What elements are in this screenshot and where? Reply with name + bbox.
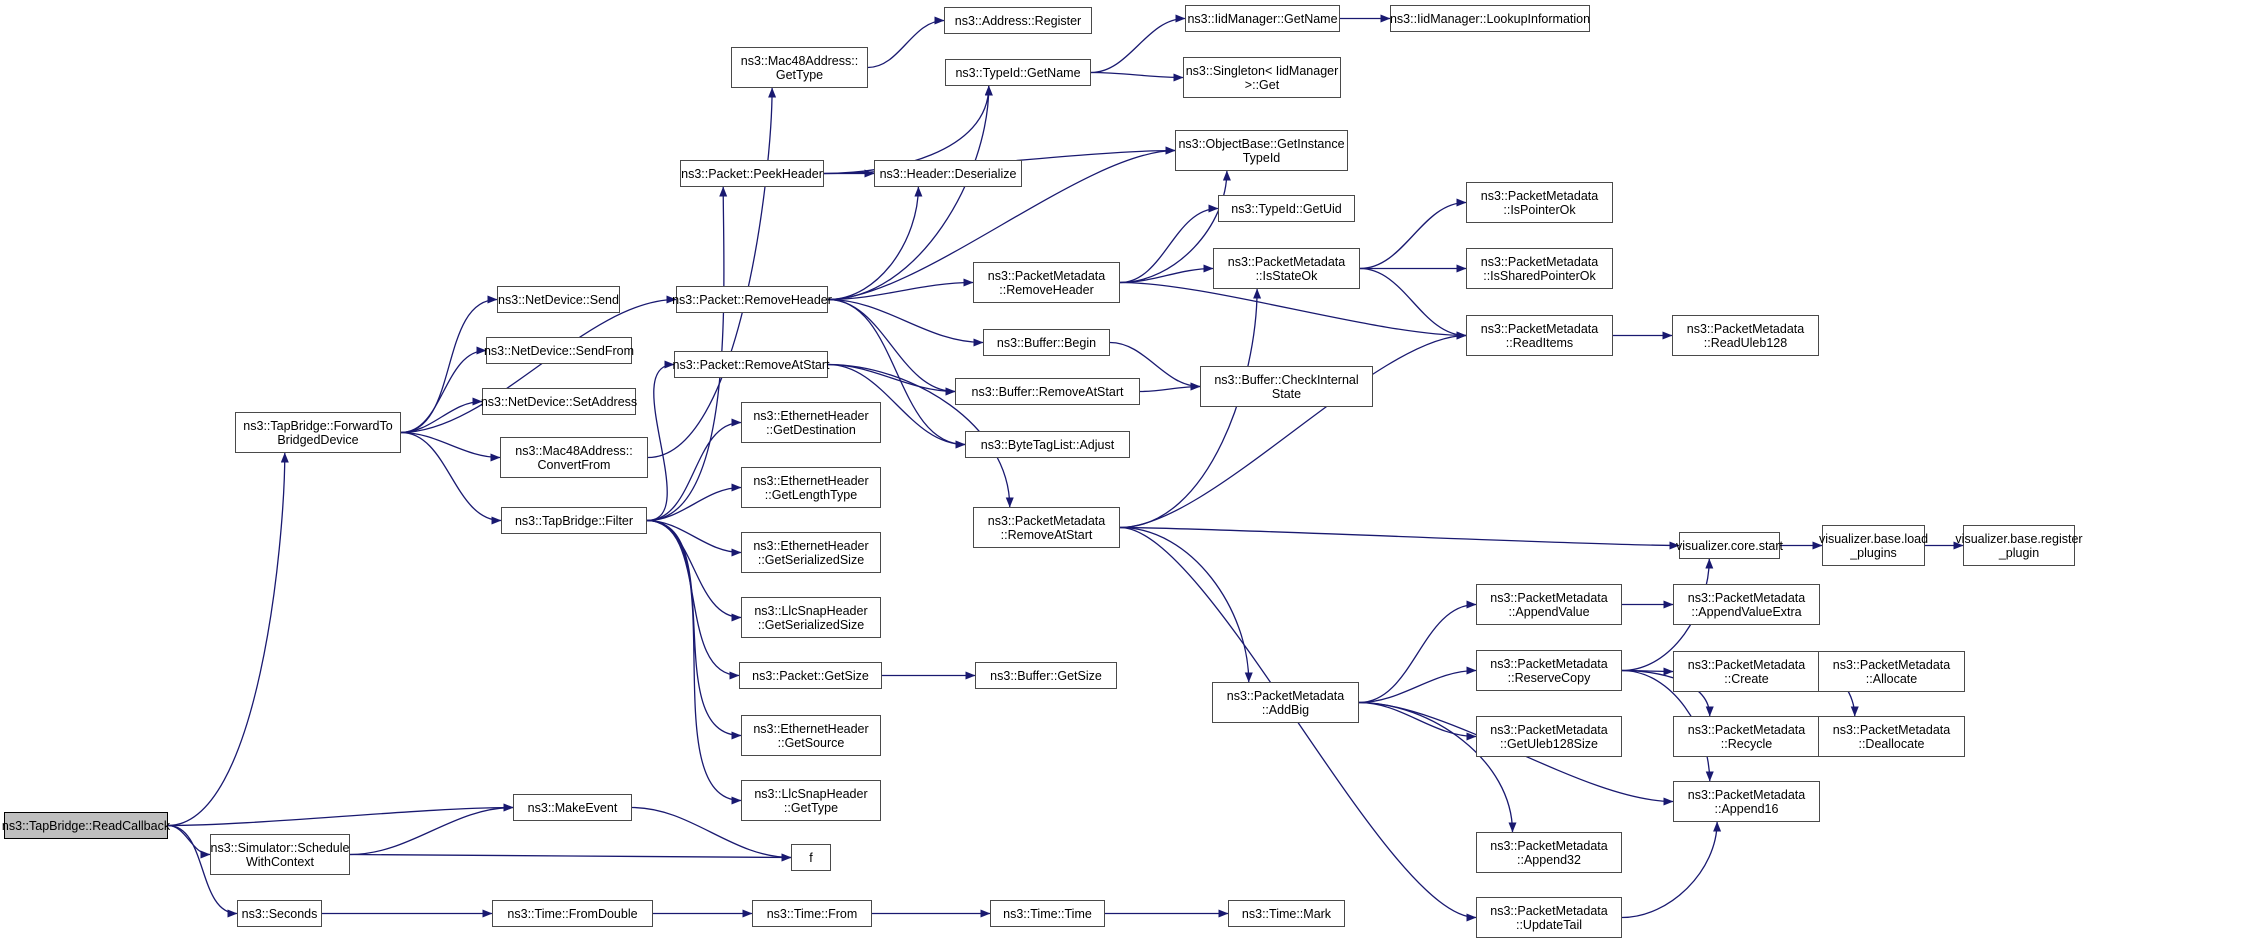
node-getinstance[interactable] <box>1175 130 1348 171</box>
edge-pmremoveheader-to-getuid <box>1120 209 1218 283</box>
edge-pmremoveatstart-to-vizstart <box>1120 528 1679 546</box>
node-setaddress[interactable] <box>482 388 636 415</box>
edge-gettypeidname-to-singleton <box>1091 73 1183 78</box>
node-append16[interactable] <box>1673 781 1820 822</box>
node-label: ::Append32 <box>1517 852 1581 867</box>
node-send[interactable] <box>497 286 620 313</box>
edge-readcallback-to-makeevent <box>168 808 513 826</box>
node-adjust[interactable] <box>965 431 1130 458</box>
node-ethdest[interactable] <box>741 402 881 443</box>
node-label: ::GetDestination <box>766 422 856 437</box>
node-reservecopy[interactable] <box>1476 650 1622 691</box>
node-buffergetsize[interactable] <box>975 662 1117 689</box>
node-readuleb[interactable] <box>1672 315 1819 356</box>
node-label: ns3::NetDevice::Send <box>498 292 619 307</box>
node-appendvalue[interactable] <box>1476 584 1622 625</box>
node-label: ns3::PacketMetadata <box>1832 657 1951 672</box>
node-label: visualizer.base.register <box>1955 531 2083 546</box>
node-label: ::Append16 <box>1714 801 1779 816</box>
node-label: ns3::Packet::RemoveHeader <box>672 292 832 307</box>
node-label: ns3::Packet::RemoveAtStart <box>672 357 830 372</box>
node-lookupinfo[interactable] <box>1390 5 1590 32</box>
node-label: ns3::PacketMetadata <box>1226 688 1345 703</box>
node-begin[interactable] <box>983 329 1110 356</box>
node-label: ::Recycle <box>1720 736 1773 751</box>
node-label: ns3::PacketMetadata <box>987 268 1106 283</box>
node-label: ns3::PacketMetadata <box>1832 722 1951 737</box>
node-label: ns3::Time::FromDouble <box>507 906 638 921</box>
node-ispointerok[interactable] <box>1466 182 1613 223</box>
node-label: ::IsSharedPointerOk <box>1483 268 1596 283</box>
node-label: ns3::PacketMetadata <box>1480 188 1599 203</box>
node-label: ns3::PacketMetadata <box>1687 787 1806 802</box>
node-label: ns3::PacketMetadata <box>1490 590 1608 605</box>
node-label: ::ReserveCopy <box>1507 670 1591 685</box>
edge-isstateok-to-ispointerok <box>1360 203 1466 269</box>
node-timetime[interactable] <box>990 900 1105 927</box>
node-label: ns3::Header::Deserialize <box>879 166 1017 181</box>
edge-addbig-to-appendvalue <box>1359 605 1476 703</box>
node-label: _plugin <box>1998 545 2040 560</box>
node-label: ns3::TypeId::GetName <box>955 65 1081 80</box>
node-label: ::GetUleb128Size <box>1500 736 1598 751</box>
node-label: >::Get <box>1244 77 1280 92</box>
node-label: ns3::PacketMetadata <box>1686 321 1805 336</box>
node-label: ns3::Buffer::GetSize <box>990 668 1102 683</box>
node-llcser[interactable] <box>741 597 881 638</box>
node-label: State <box>1271 386 1302 401</box>
node-label: ::Create <box>1724 671 1769 686</box>
node-f[interactable] <box>791 844 831 871</box>
node-label: ns3::IidManager::LookupInformation <box>1389 11 1591 26</box>
node-label: ::AddBig <box>1261 702 1310 717</box>
node-readcallback <box>1 812 171 839</box>
node-label: f <box>809 850 813 865</box>
node-pmremoveheader[interactable] <box>973 262 1120 303</box>
edge-addbig-to-reservecopy <box>1359 671 1476 703</box>
node-label: ::GetSerializedSize <box>757 617 865 632</box>
node-label: visualizer.base.load <box>1818 531 1929 546</box>
node-label: ns3::MakeEvent <box>527 800 618 815</box>
node-label: ns3::TapBridge::Filter <box>514 513 634 528</box>
node-recycle[interactable] <box>1673 716 1820 757</box>
node-label: ::GetLengthType <box>764 487 858 502</box>
node-label: ConvertFrom <box>537 457 611 472</box>
edge-pmremoveheader-to-getinstance <box>1120 171 1227 283</box>
node-label: ::AppendValue <box>1508 604 1590 619</box>
node-convertfrom[interactable] <box>500 437 648 478</box>
node-allocate[interactable] <box>1818 651 1965 692</box>
node-label: ns3::LlcSnapHeader <box>754 786 868 801</box>
node-label: ns3::EthernetHeader <box>753 721 869 736</box>
edge-readcallback-to-forwardto <box>168 453 285 826</box>
node-filter[interactable] <box>501 507 647 534</box>
node-label: ns3::Simulator::Schedule <box>210 840 350 855</box>
node-label: ns3::Time::From <box>766 906 858 921</box>
node-label: ::AppendValueExtra <box>1691 604 1802 619</box>
node-deserialize[interactable] <box>874 160 1022 187</box>
edge-addbig-to-getuleb128size <box>1359 703 1476 737</box>
node-addbig[interactable] <box>1212 682 1359 723</box>
node-label: ns3::Seconds <box>241 906 318 921</box>
node-vizstart[interactable] <box>1676 532 1783 559</box>
node-isstateok[interactable] <box>1213 248 1360 289</box>
node-deallocate[interactable] <box>1818 716 1965 757</box>
edge-forwardto-to-setaddress <box>401 402 482 433</box>
node-label: ns3::PacketMetadata <box>1490 838 1608 853</box>
edge-filter-to-ethsrc <box>647 521 741 736</box>
node-getuleb128size[interactable] <box>1476 716 1622 757</box>
node-gettypeidname[interactable] <box>945 59 1091 86</box>
edge-updatetail-to-append16 <box>1622 822 1717 918</box>
edge-removeheader-to-deserialize <box>828 187 918 300</box>
node-timemark[interactable] <box>1228 900 1345 927</box>
node-ethlen[interactable] <box>741 467 881 508</box>
node-makeevent[interactable] <box>513 794 632 821</box>
edge-filter-to-ethdest <box>647 423 741 521</box>
node-forwardto[interactable] <box>235 412 401 453</box>
node-append32[interactable] <box>1476 832 1622 873</box>
node-label: WithContext <box>245 854 315 869</box>
node-appendvalueextra[interactable] <box>1673 584 1820 625</box>
node-ethser[interactable] <box>741 532 881 573</box>
node-label: ::IsStateOk <box>1255 268 1318 283</box>
node-updatetail[interactable] <box>1476 897 1622 938</box>
node-label: ::ReadUleb128 <box>1703 335 1788 350</box>
edge-schedulewithcontext-to-f <box>350 855 791 858</box>
node-label: ns3::PacketMetadata <box>1490 903 1608 918</box>
node-label: ns3::PacketMetadata <box>1227 254 1346 269</box>
node-label: ns3::PacketMetadata <box>1687 657 1806 672</box>
node-vizload[interactable] <box>1818 525 1929 566</box>
node-label: ns3::LlcSnapHeader <box>754 603 868 618</box>
edge-pmremoveatstart-to-isstateok <box>1120 289 1257 528</box>
node-iidgetname[interactable] <box>1185 5 1340 32</box>
edge-pmremoveatstart-to-addbig <box>1120 528 1249 683</box>
node-label: ns3::Mac48Address:: <box>740 53 859 68</box>
node-label: ::RemoveAtStart <box>1000 527 1093 542</box>
edge-filter-to-ethser <box>647 521 741 553</box>
node-label: ns3::PacketMetadata <box>1480 321 1599 336</box>
node-timefrom[interactable] <box>752 900 872 927</box>
node-label: ns3::EthernetHeader <box>753 538 869 553</box>
node-label: ::Allocate <box>1865 671 1918 686</box>
node-vizregister[interactable] <box>1955 525 2083 566</box>
node-pmremoveatstart[interactable] <box>973 507 1120 548</box>
node-ethsrc[interactable] <box>741 715 881 756</box>
edge-filter-to-getsize <box>647 521 739 676</box>
edge-pmremoveatstart-to-readitems <box>1120 336 1466 528</box>
node-label: TypeId <box>1242 150 1281 165</box>
node-label: ns3::Buffer::RemoveAtStart <box>971 384 1124 399</box>
node-label: ::IsPointerOk <box>1503 202 1576 217</box>
node-label: ::UpdateTail <box>1515 917 1582 932</box>
node-label: ns3::Address::Register <box>954 13 1082 28</box>
edge-readcallback-to-schedulewithcontext <box>168 826 210 855</box>
node-label: ns3::ByteTagList::Adjust <box>980 437 1115 452</box>
node-label: ns3::TapBridge::ForwardTo <box>243 418 393 433</box>
node-label: ns3::TypeId::GetUid <box>1231 201 1342 216</box>
node-label: ns3::Buffer::CheckInternal <box>1214 372 1359 387</box>
node-readitems[interactable] <box>1466 315 1613 356</box>
node-create[interactable] <box>1673 651 1820 692</box>
node-label: ns3::PacketMetadata <box>1490 656 1608 671</box>
node-label: ns3::Time::Mark <box>1241 906 1332 921</box>
node-label: ::GetType <box>783 800 839 815</box>
node-label: ::RemoveHeader <box>999 282 1094 297</box>
node-label: ns3::EthernetHeader <box>753 408 869 423</box>
node-label: ns3::NetDevice::SendFrom <box>483 343 635 358</box>
node-label: ns3::Time::Time <box>1003 906 1092 921</box>
node-removeheader[interactable] <box>672 286 832 313</box>
node-label: ns3::NetDevice::SetAddress <box>480 394 638 409</box>
node-schedulewithcontext[interactable] <box>210 834 350 875</box>
node-label: BridgedDevice <box>277 432 359 447</box>
node-register[interactable] <box>944 7 1092 34</box>
node-label: visualizer.core.start <box>1676 538 1783 553</box>
edge-forwardto-to-sendfrom <box>401 351 486 433</box>
node-label: ns3::PacketMetadata <box>1480 254 1599 269</box>
edge-bufremoveatstart-to-checkinternal <box>1140 387 1200 392</box>
node-label: ns3::PacketMetadata <box>987 513 1106 528</box>
node-sendfrom[interactable] <box>483 337 635 364</box>
node-label: _plugins <box>1850 545 1897 560</box>
node-label: ns3::EthernetHeader <box>753 473 869 488</box>
node-label: GetType <box>775 67 824 82</box>
edge-pmremoveheader-to-readitems <box>1120 283 1466 336</box>
node-label: ns3::Singleton< IidManager <box>1185 63 1339 78</box>
edge-gettypeidname-to-iidgetname <box>1091 19 1185 73</box>
node-label: ::GetSource <box>777 735 845 750</box>
node-label: ::Deallocate <box>1858 736 1925 751</box>
node-peekheader[interactable] <box>680 160 824 187</box>
node-checkinternal[interactable] <box>1200 366 1373 407</box>
node-label: ns3::PacketMetadata <box>1687 722 1806 737</box>
node-llctype[interactable] <box>741 780 881 821</box>
node-label: ns3::PacketMetadata <box>1490 722 1608 737</box>
node-fromdouble[interactable] <box>492 900 653 927</box>
node-label: ns3::PacketMetadata <box>1687 590 1806 605</box>
node-issharedptr[interactable] <box>1466 248 1613 289</box>
node-label: ns3::Packet::PeekHeader <box>681 166 823 181</box>
node-label: ns3::TapBridge::ReadCallback <box>1 818 171 833</box>
node-label: ns3::Buffer::Begin <box>996 335 1097 350</box>
node-singleton[interactable] <box>1183 57 1341 98</box>
edge-gettype48-to-register <box>868 21 944 68</box>
edge-filter-to-llctype <box>647 521 741 801</box>
node-removeatstart_p[interactable] <box>674 351 828 378</box>
node-getsize[interactable] <box>739 662 882 689</box>
edge-filter-to-removeatstart_p <box>647 365 674 521</box>
node-label: ::ReadItems <box>1505 335 1574 350</box>
edge-removeheader-to-gettypeidname <box>828 86 989 300</box>
node-gettype48[interactable] <box>731 47 868 88</box>
node-label: ns3::IidManager::GetName <box>1187 11 1338 26</box>
node-bufremoveatstart[interactable] <box>955 378 1140 405</box>
node-getuid[interactable] <box>1218 195 1355 222</box>
node-label: ns3::ObjectBase::GetInstance <box>1178 136 1345 151</box>
node-seconds[interactable] <box>237 900 322 927</box>
node-label: ::GetSerializedSize <box>757 552 865 567</box>
node-label: ns3::Packet::GetSize <box>752 668 869 683</box>
node-label: ns3::Mac48Address:: <box>515 443 633 458</box>
